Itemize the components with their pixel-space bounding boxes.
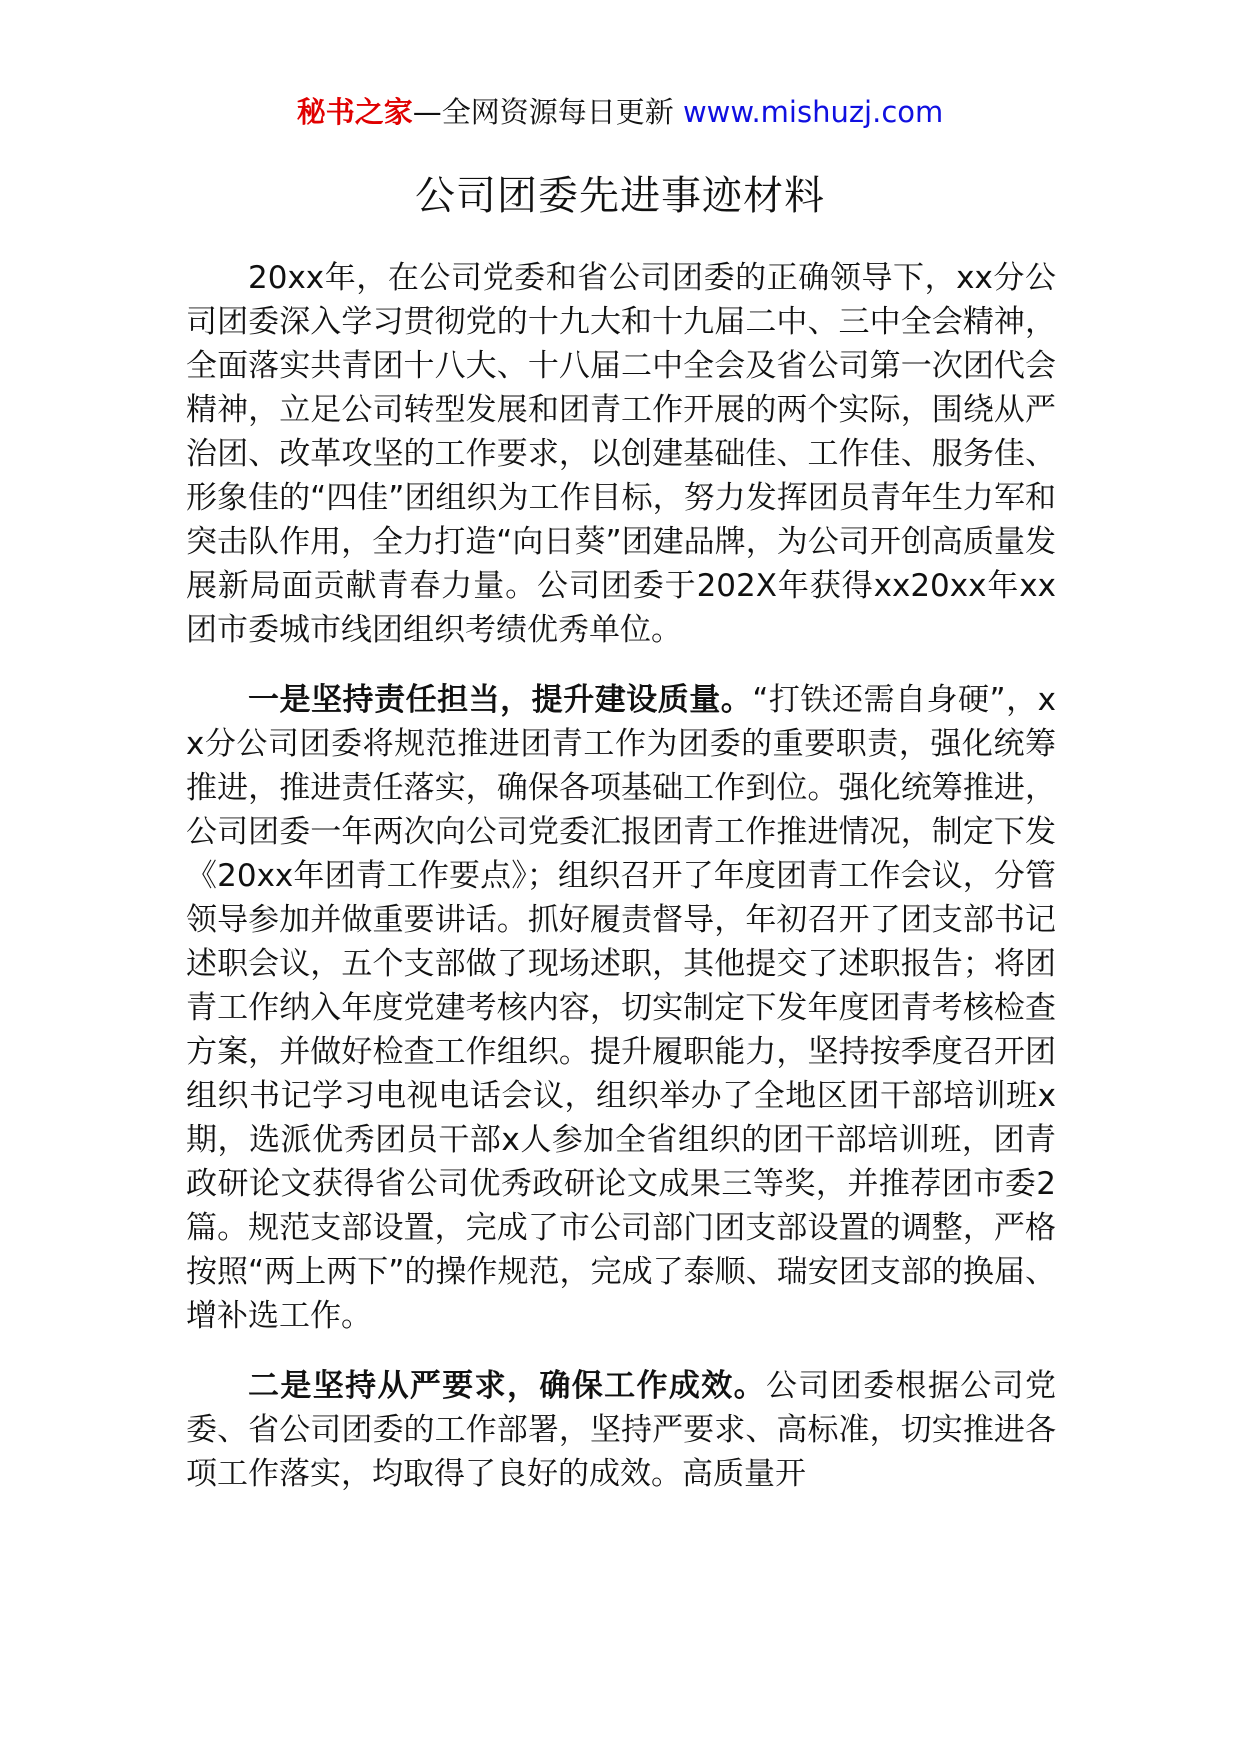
paragraph-section-2 (186, 1364, 1056, 1496)
brand-slogan: —全网资源每日更新 (412, 95, 674, 129)
website-link[interactable]: www.mishuzj.com (682, 95, 944, 129)
section-lead: 二是坚持从严要求，确保工作成效。 (248, 1368, 766, 1404)
document-body (186, 256, 1056, 1522)
site-header (0, 92, 1240, 132)
paragraph-text: 公司团委根据公司党委、省公司团委的工作部署，坚持严要求、高标准，切实推进各项工作落实，均取得了良好的成效。高质量开 (186, 1368, 1056, 1492)
paragraph-text: 20xx年，在公司党委和省公司团委的正确领导下，xx分公司团委深入学习贯彻党的十九大和十九届二中、三中全会精神，全面落实共青团十八大、十八届二中全会及省公司第一次团代会精神，立足公司转型发展和团青工作开展的两个实际，围绕从严治团、改革攻坚的工作要求，以创建基础佳、工作佳、服务佳、形象佳的“四佳”团组织为工作目标，努力发挥团员青年生力军和突击队作用，全力打造“向日葵”团建品牌，为公司开创高质量发展新局面贡献青春力量。公司团委于202X年获得xx20xx年xx团市委城市线团组织考绩优秀单位。 (186, 260, 1056, 648)
paragraph-section-1 (186, 678, 1056, 1338)
brand-name: 秘书之家 (296, 95, 413, 129)
section-lead: 一是坚持责任担当，提升建设质量。 (248, 682, 753, 718)
paragraph-text: “打铁还需自身硬”，xx分公司团委将规范推进团青工作为团委的重要职责，强化统筹推进，推进责任落实，确保各项基础工作到位。强化统筹推进，公司团委一年两次向公司党委汇报团青工作推进情况，制定下发《20xx年团青工作要点》；组织召开了年度团青工作会议，分管领导参加并做重要讲话。抓好履责督导，年初召开了团支部书记述职会议，五个支部做了现场述职，其他提交了述职报告；将团青工作纳入年度党建考核内容，切实制定下发年度团青考核检查方案，并做好检查工作组织。提升履职能力，坚持按季度召开团组织书记学习电视电话会议，组织举办了全地区团干部培训班x期，选派优秀团员干部x人参加全省组织的团干部培训班，团青政研论文获得省公司优秀政研论文成果三等奖，并推荐团市委2篇。规范支部设置，完成了市公司部门团支部设置的调整，严格按照“两上两下”的操作规范，完成了泰顺、瑞安团支部的换届、增补选工作。 (186, 682, 1056, 1334)
paragraph-intro (186, 256, 1056, 652)
document-title: 公司团委先进事迹材料 (415, 173, 825, 219)
